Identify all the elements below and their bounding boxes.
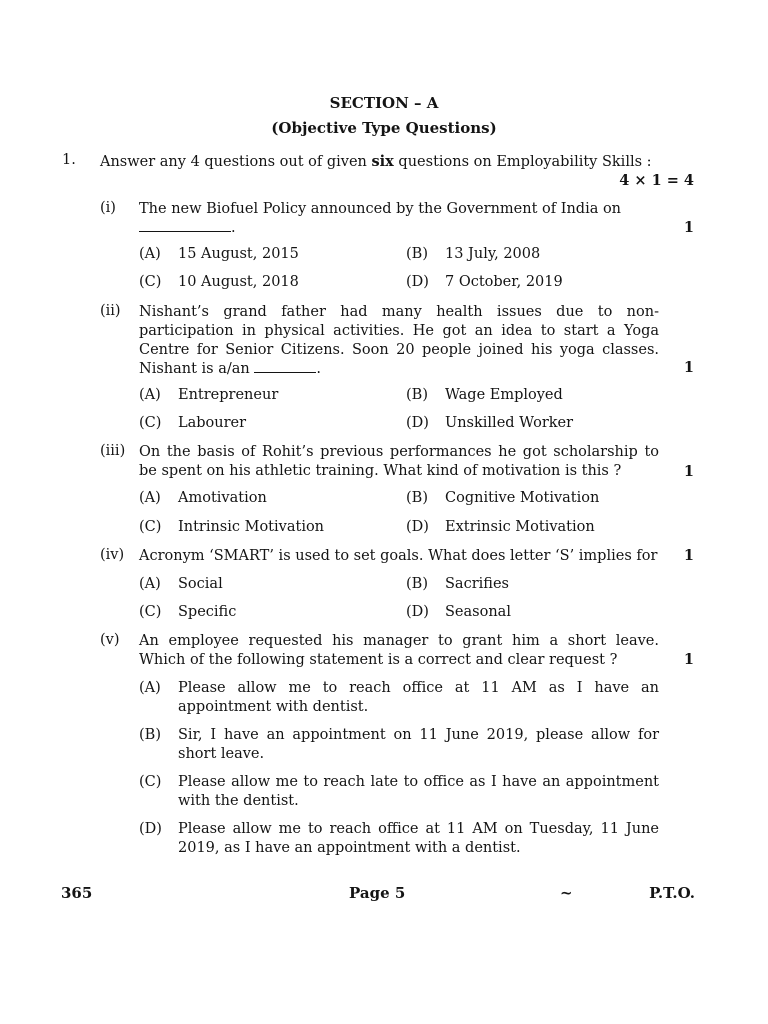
- option-text: Cognitive Motivation: [445, 490, 600, 506]
- question-text-part1: Answer any 4 questions out of given: [100, 154, 372, 170]
- option-a[interactable]: [139, 246, 299, 262]
- option-label: (D): [406, 274, 429, 290]
- option-text: Unskilled Worker: [445, 415, 574, 431]
- option-c[interactable]: [139, 604, 236, 620]
- option-label: (D): [406, 604, 429, 620]
- section-subtitle: (Objective Type Questions): [271, 119, 497, 137]
- option-d[interactable]: [406, 274, 563, 290]
- question-text-bold: six: [371, 153, 394, 170]
- option-label: (B): [406, 246, 428, 262]
- option-label: (A): [139, 246, 161, 262]
- section-title: SECTION – A: [329, 94, 439, 112]
- subquestion-text: [139, 303, 659, 379]
- option-text: Seasonal: [445, 604, 511, 620]
- question-text: [100, 152, 659, 172]
- answer-blank: [139, 219, 231, 232]
- option-label: (A): [139, 576, 161, 592]
- option-d[interactable]: [406, 519, 595, 535]
- option-a[interactable]: [139, 576, 223, 592]
- option-text: 13 July, 2008: [445, 246, 541, 262]
- option-c[interactable]: [139, 415, 246, 431]
- subquestion-marks: 1: [683, 219, 694, 236]
- option-text: Labourer: [178, 415, 247, 431]
- option-text: Intrinsic Motivation: [178, 519, 325, 535]
- subquestion-text: Acronym ‘SMART’ is used to set goals. What does letter ‘S’ implies for: [139, 548, 658, 564]
- subquestion-text-end: .: [231, 220, 236, 236]
- question-text-part2: questions on Employability Skills :: [393, 154, 652, 170]
- option-text: Specific: [178, 604, 237, 620]
- option-text: Sir, I have an appointment on 11 June 2019, please allow for short leave.: [178, 727, 659, 762]
- subquestion-marks: 1: [683, 651, 694, 668]
- option-label: (B): [139, 727, 161, 743]
- answer-blank: [254, 360, 316, 373]
- option-d[interactable]: [139, 820, 659, 858]
- option-text: Amotivation: [178, 490, 267, 506]
- subquestion-label: (v): [100, 632, 120, 648]
- subquestion-label: (i): [100, 200, 116, 216]
- option-label: (A): [139, 387, 161, 403]
- option-label: (A): [139, 680, 161, 696]
- option-label: (C): [139, 774, 162, 790]
- option-label: (B): [406, 490, 428, 506]
- option-d[interactable]: [406, 415, 573, 431]
- footer-code: 365: [61, 884, 93, 902]
- option-label: (D): [406, 519, 429, 535]
- option-text: Please allow me to reach late to office as I have an appointment with the dentist.: [178, 774, 659, 809]
- option-b[interactable]: [406, 387, 563, 403]
- footer-mark: ~: [560, 884, 573, 902]
- option-d[interactable]: [406, 604, 511, 620]
- subquestion-marks: 1: [683, 359, 694, 376]
- subquestion-label: (iii): [100, 443, 126, 459]
- option-label: (C): [139, 274, 162, 290]
- option-label: (A): [139, 490, 161, 506]
- option-label: (D): [139, 821, 162, 837]
- option-text: Please allow me to reach office at 11 AM as I have an appointment with dentist.: [178, 680, 659, 715]
- option-a[interactable]: [139, 387, 278, 403]
- subquestion-marks: 1: [683, 547, 694, 564]
- subquestion-text: An employee requested his manager to grant him a short leave. Which of the following statement is a correct and clear request ?: [139, 633, 659, 668]
- subquestion-text-body: The new Biofuel Policy announced by the Government of India on: [139, 201, 622, 217]
- option-text: Please allow me to reach office at 11 AM on Tuesday, 11 June 2019, as I have an appointment with a dentist.: [178, 821, 659, 856]
- option-text: 7 October, 2019: [445, 274, 563, 290]
- option-b[interactable]: [406, 490, 599, 506]
- option-label: (B): [406, 387, 428, 403]
- option-label: (C): [139, 604, 162, 620]
- option-text: Entrepreneur: [178, 387, 279, 403]
- option-c[interactable]: [139, 773, 659, 811]
- option-text: Extrinsic Motivation: [445, 519, 595, 535]
- option-text: Social: [178, 576, 223, 592]
- option-text: Wage Employed: [445, 387, 563, 403]
- option-text: Sacrifies: [445, 576, 509, 592]
- option-label: (D): [406, 415, 429, 431]
- subquestion-marks: 1: [683, 463, 694, 480]
- option-label: (C): [139, 415, 162, 431]
- option-text: 10 August, 2018: [178, 274, 299, 290]
- subquestion-text-body: Nishant’s grand father had many health issues due to non-participation in physical activities. He got an idea to start a Yoga Centre for Senior Citizens. Soon 20 people joined his yoga classes. Nishant is a/an: [139, 304, 659, 377]
- option-b[interactable]: [406, 246, 540, 262]
- option-text: 15 August, 2015: [178, 246, 299, 262]
- option-a[interactable]: [139, 679, 659, 717]
- option-label: (B): [406, 576, 428, 592]
- question-marks: 4 × 1 = 4: [619, 172, 694, 189]
- option-c[interactable]: [139, 519, 324, 535]
- subquestion-text: On the basis of Rohit’s previous performances he got scholarship to be spent on his athletic training. What kind of motivation is this ?: [139, 444, 659, 479]
- subquestion-label: (iv): [100, 547, 125, 563]
- subquestion-text-end: .: [316, 361, 321, 377]
- footer-page: Page 5: [349, 884, 406, 902]
- option-label: (C): [139, 519, 162, 535]
- option-b[interactable]: [139, 726, 659, 764]
- subquestion-label: (ii): [100, 303, 121, 319]
- question-number: 1.: [62, 152, 76, 168]
- footer-pto: P.T.O.: [649, 884, 695, 902]
- option-c[interactable]: [139, 274, 299, 290]
- subquestion-text: [139, 200, 659, 238]
- option-a[interactable]: [139, 490, 267, 506]
- option-b[interactable]: [406, 576, 509, 592]
